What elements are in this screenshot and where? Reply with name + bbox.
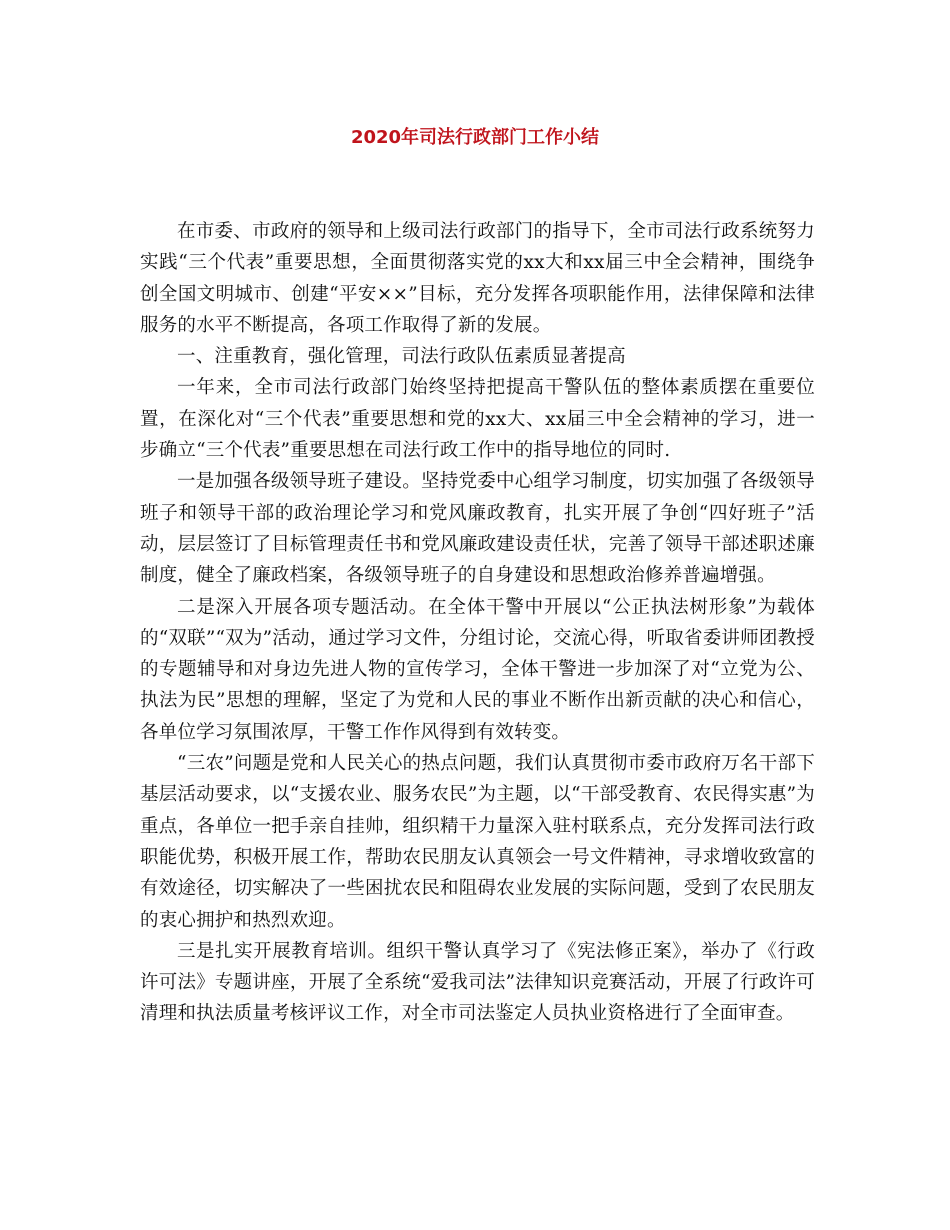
paragraph-leadership: 一是加强各级领导班子建设。坚持党委中心组学习制度，切实加强了各级领导班子和领导干部的政治理论学习和党风廉政教育，扎实开展了争创“四好班子”活动，层层签订了目标管理责任书和党风廉政建设责任状，完善了领导干部述职述廉制度，健全了廉政档案，各级领导班子的自身建设和思想政治修养普遍增强。 [140,471,815,587]
paragraph-activities: 二是深入开展各项专题活动。在全体干警中开展以“公正执法树形象”为载体的“双联”“双为”活动，通过学习文件，分组讨论，交流心得，听取省委讲师团教授的专题辅导和对身边先进人物的宣传学习，全体干警进一步加深了对“立党为公、执法为民”思想的理解，坚定了为党和人民的事业不断作出新贡献的决心和信心，各单位学习氛围浓厚，干警工作作风得到有效转变。 [140,596,815,743]
section-heading-1: 一、注重教育，强化管理，司法行政队伍素质显著提高 [177,346,626,368]
paragraph-overview: 一年来，全市司法行政部门始终坚持把提高干警队伍的整体素质摆在重要位置，在深化对“三个代表”重要思想和党的xx大、xx届三中全会精神的学习，进一步确立“三个代表”重要思想在司法行政工作中的指导地位的同时. [140,377,815,462]
document-title: 2020年司法行政部门工作小结 [350,127,600,148]
paragraph-intro: 在市委、市政府的领导和上级司法行政部门的指导下，全市司法行政系统努力实践“三个代表”重要思想，全面贯彻落实党的xx大和xx届三中全会精神，围绕争创全国文明城市、创建“平安××”目标，充分发挥各项职能作用，法律保障和法律服务的水平不断提高，各项工作取得了新的发展。 [140,221,815,336]
paragraph-sannong: “三农”问题是党和人民关心的热点问题，我们认真贯彻市委市政府万名干部下基层活动要求，以“支援农业、服务农民”为主题，以“干部受教育、农民得实惠”为重点，各单位一把手亲自挂帅，组织精干力量深入驻村联系点，充分发挥司法行政职能优势，积极开展工作，帮助农民朋友认真领会一号文件精神，寻求增收致富的有效途径，切实解决了一些困扰农民和阻碍农业发展的实际问题，受到了农民朋友的衷心拥护和热烈欢迎。 [140,753,815,931]
paragraph-training: 三是扎实开展教育培训。组织干警认真学习了《宪法修正案》，举办了《行政许可法》专题讲座，开展了全系统“爱我司法”法律知识竞赛活动，开展了行政许可清理和执法质量考核评议工作，对全市司法鉴定人员执业资格进行了全面审查。 [140,940,815,1025]
document-body [140,216,815,1030]
